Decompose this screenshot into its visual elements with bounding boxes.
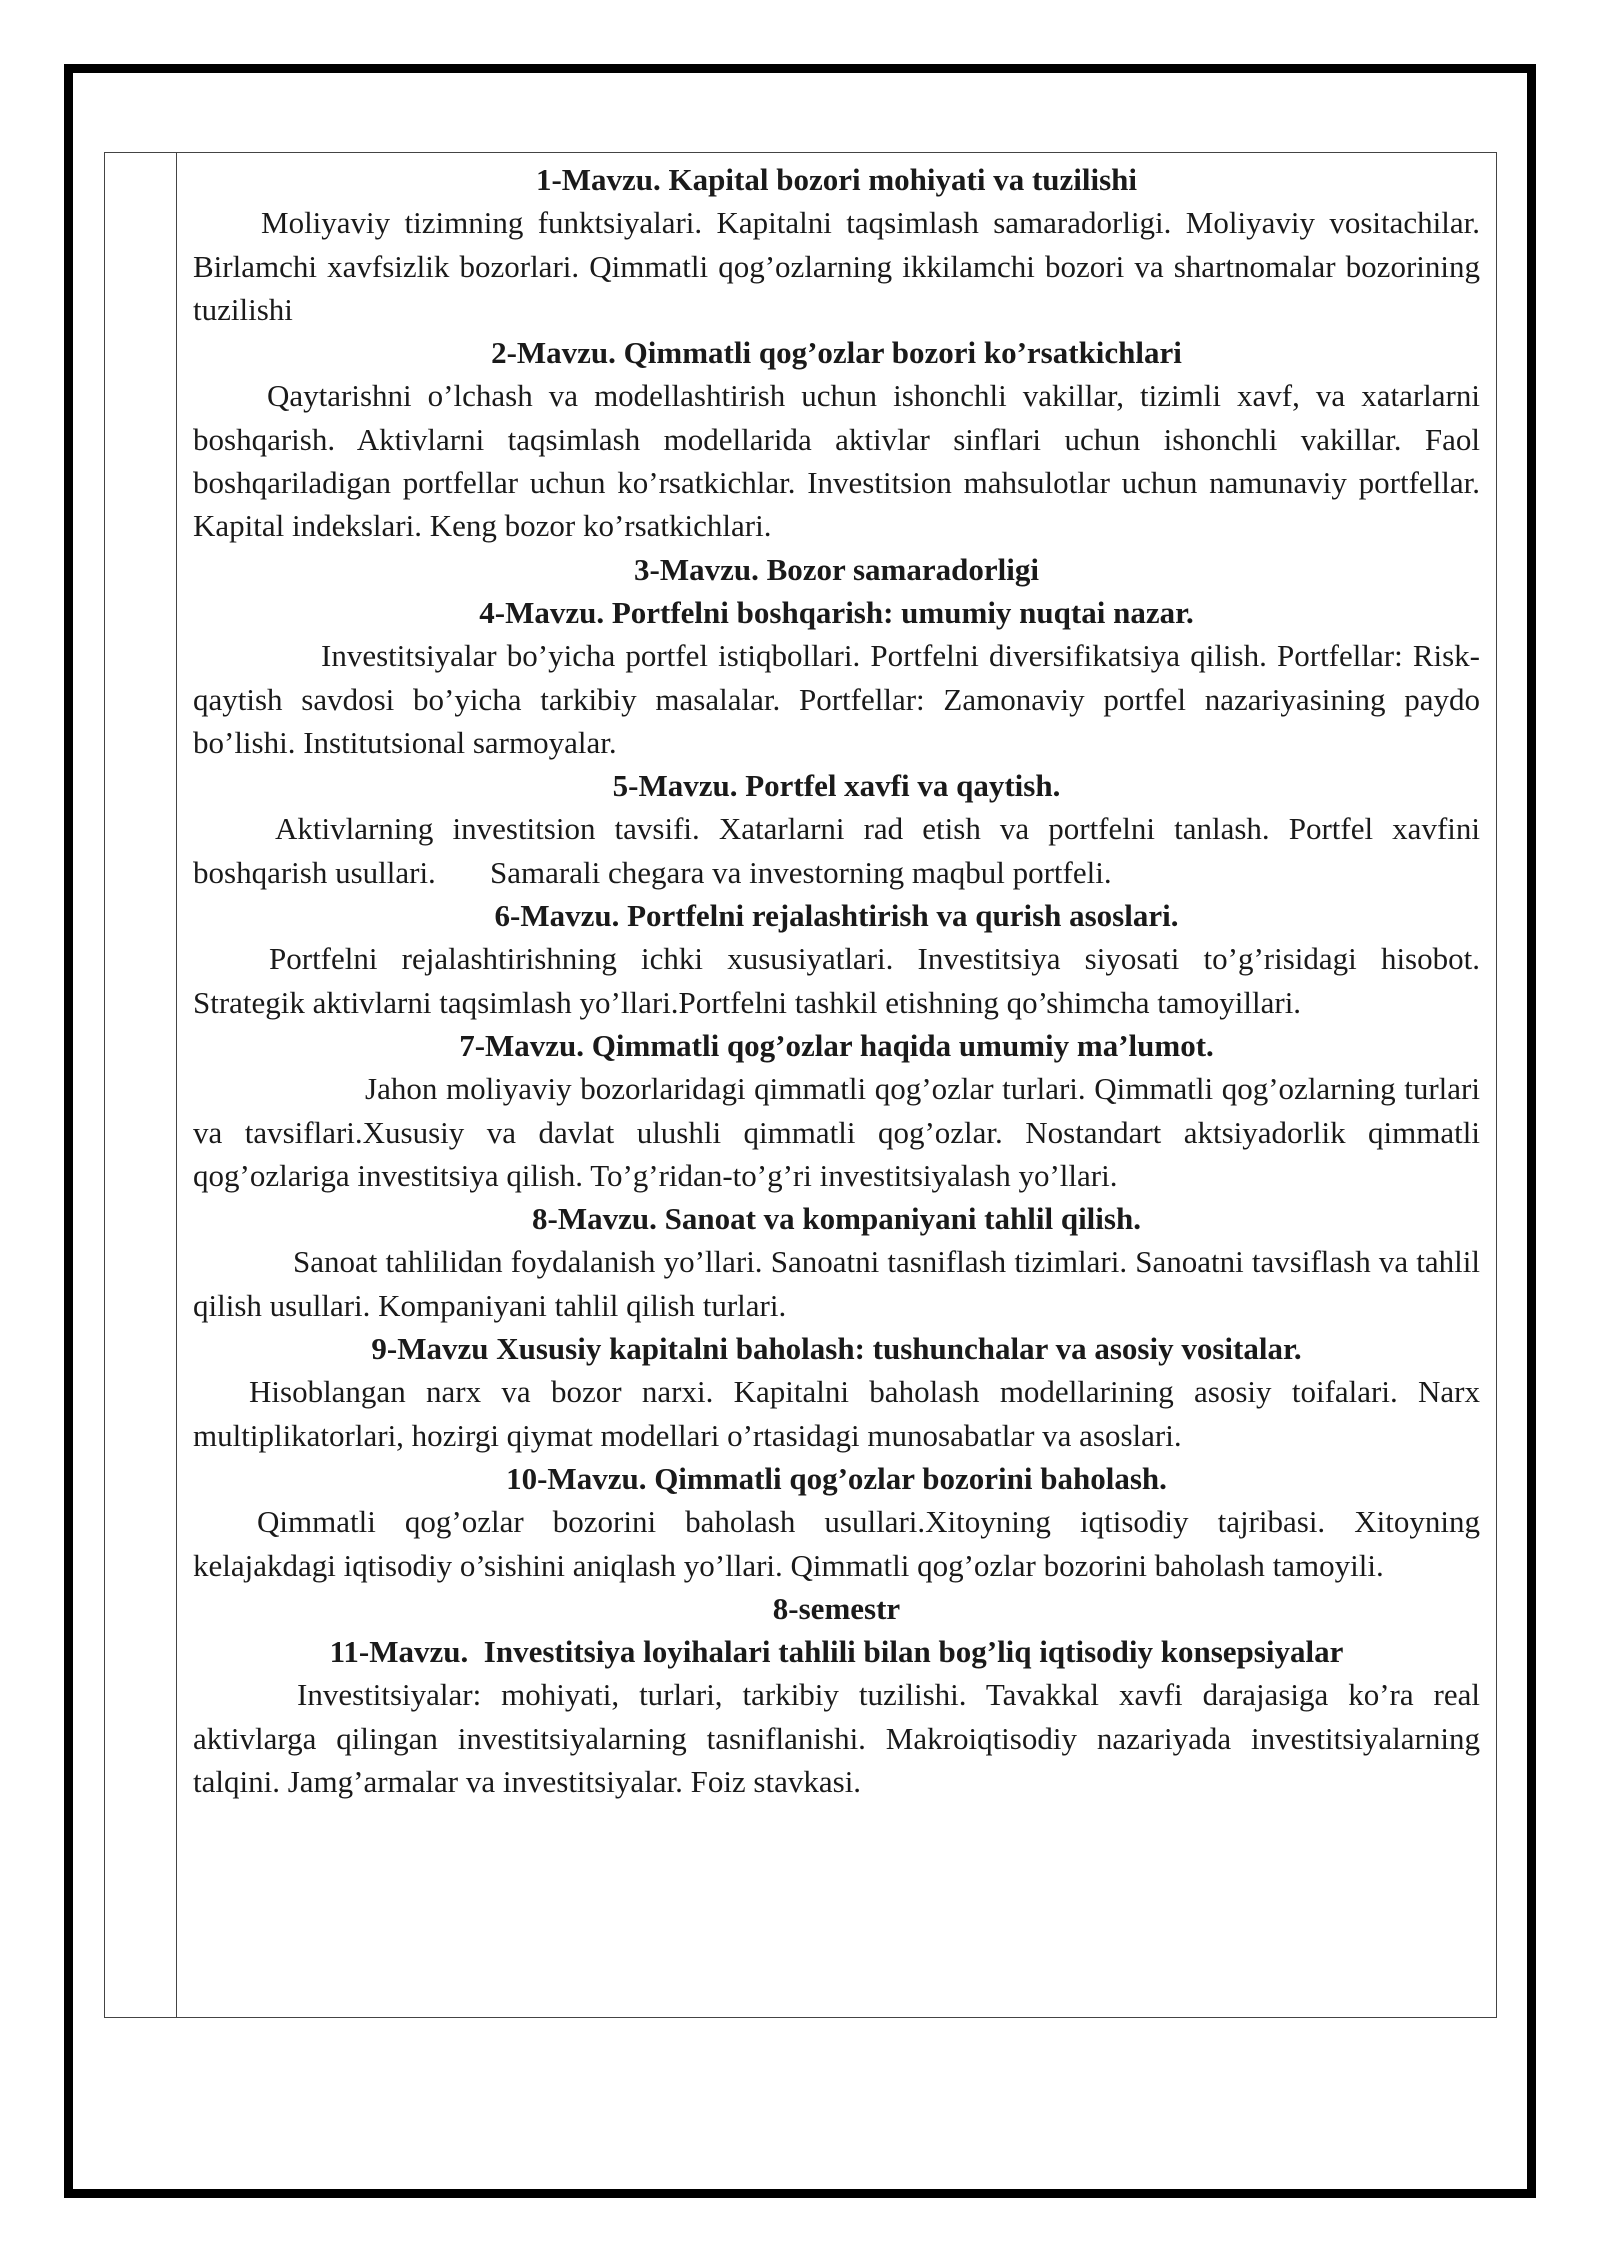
section-2-text: Qaytarishni o’lchash va modellashtirish uchun ishonchli vakillar, tizimli xavf, va xatarlarni boshqarish. Aktivlarni taqsimlash modellarida aktivlar sinflari uchun ishonchli vakillar. Faol boshqariladigan portfellar uchun ko’rsatkichlar. Investitsion mahsulotlar uchun namunaviy portfellar. Kapital indekslari. Keng bozor ko’rsatkichlari. (193, 378, 1480, 544)
section-2-title: 2-Mavzu. Qimmatli qog’ozlar bozori ko’rsatkichlari (491, 335, 1182, 371)
section-9-text: Hisoblangan narx va bozor narxi. Kapitalni baholash modellarining asosiy toifalari. Narx multiplikatorlari, hozirgi qiymat modellari o’rtasidagi munosabatlar va asoslari. (193, 1374, 1480, 1453)
section-9-title: 9-Mavzu Xususiy kapitalni baholash: tushunchalar va asosiy vositalar. (371, 1331, 1302, 1367)
table-left-column (105, 153, 177, 2017)
section-8-text: Sanoat tahlilidan foydalanish yo’llari. Sanoatni tasniflash tizimlari. Sanoatni tavsiflash va tahlil qilish usullari. Kompaniyani tahlil qilish turlari. (193, 1244, 1480, 1323)
section-7-text: Jahon moliyaviy bozorlaridagi qimmatli qog’ozlar turlari. Qimmatli qog’ozlarning turlari va tavsiflari.Xususiy va davlat ulushli qimmatli qog’ozlar. Nostandart aktsiyadorlik qimmatli qog’ozlariga investitsiya qilish. To’g’ridan-to’g’ri investitsiyalash yo’llari. (193, 1071, 1480, 1193)
section-6-text: Portfelni rejalashtirishning ichki xususiyatlari. Investitsiya siyosati to’g’risidagi hisobot. Strategik aktivlarni taqsimlash yo’llari.Portfelni tashkil etishning qo’shimcha tamoyillari. (193, 941, 1480, 1020)
section-10-text: Qimmatli qog’ozlar bozorini baholash usullari.Xitoyning iqtisodiy tajribasi. Xitoyning kelajakdagi iqtisodiy o’sishini aniqlash yo’llari. Qimmatli qog’ozlar bozorini baholash tamoyili. (193, 1504, 1480, 1583)
semester-heading: 8-semestr (772, 1590, 901, 1626)
table-content-cell (177, 153, 1496, 1803)
section-4-text: Investitsiyalar bo’yicha portfel istiqbollari. Portfelni diversifikatsiya qilish. Portfellar: Risk-qaytish savdosi bo’yicha tarkibiy masalalar. Portfellar: Zamonaviy portfel nazariyasining paydo bo’lishi. Institutsional sarmoyalar. (193, 638, 1480, 760)
section-10-title: 10-Mavzu. Qimmatli qog’ozlar bozorini baholash. (506, 1460, 1167, 1496)
section-11-title: 11-Mavzu. Investitsiya loyihalari tahlili bilan bog’liq iqtisodiy konsepsiyalar (329, 1634, 1344, 1670)
section-11-text: Investitsiyalar: mohiyati, turlari, tarkibiy tuzilishi. Tavakkal xavfi darajasiga ko’ra real aktivlarga qilingan investitsiyalarning tasniflanishi. Makroiqtisodiy nazariyada investitsiyalarning talqini. Jamg’armalar va investitsiyalar. Foiz stavkasi. (193, 1677, 1480, 1799)
section-5-text: Aktivlarning investitsion tavsifi. Xatarlarni rad etish va portfelni tanlash. Portfel xavfini boshqarish usullari. Samarali chegara va investorning maqbul portfeli. (193, 811, 1488, 890)
curriculum-table (104, 152, 1497, 2018)
section-4-title: 4-Mavzu. Portfelni boshqarish: umumiy nuqtai nazar. (479, 594, 1194, 630)
section-6-title: 6-Mavzu. Portfelni rejalashtirish va qurish asoslari. (494, 898, 1179, 934)
section-1-title: 1-Mavzu. Kapital bozori mohiyati va tuzilishi (535, 162, 1138, 197)
section-1-text: Moliyaviy tizimning funktsiyalari. Kapitalni taqsimlash samaradorligi. Moliyaviy vositachilar. Birlamchi xavfsizlik bozorlari. Qimmatli qog’ozlarning ikkilamchi bozori va shartnomalar bozorining tuzilishi (193, 205, 1480, 327)
section-3-title: 3-Mavzu. Bozor samaradorligi (634, 551, 1039, 587)
section-7-title: 7-Mavzu. Qimmatli qog’ozlar haqida umumiy ma’lumot. (459, 1027, 1214, 1063)
section-8-title: 8-Mavzu. Sanoat va kompaniyani tahlil qilish. (532, 1201, 1141, 1237)
section-5-title: 5-Mavzu. Portfel xavfi va qaytish. (612, 768, 1061, 804)
